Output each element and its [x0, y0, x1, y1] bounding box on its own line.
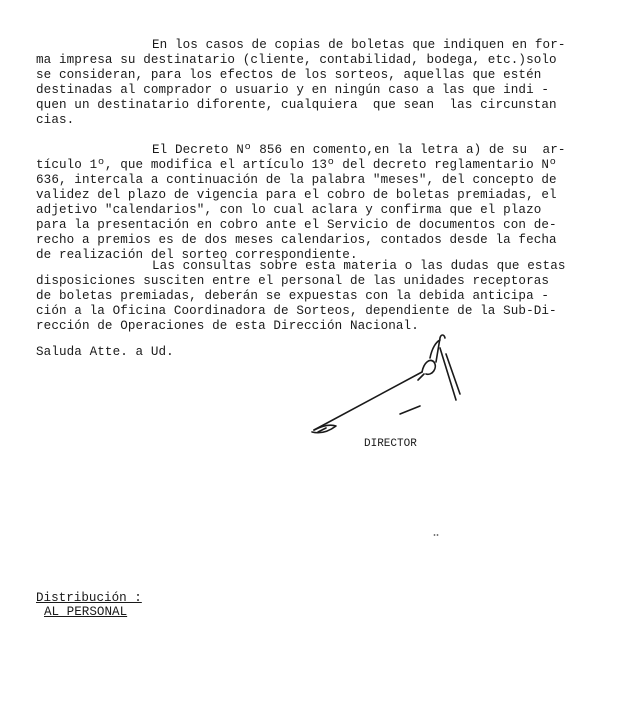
- paragraph-2-line-3: 636, intercala a continuación de la palabra "meses", del concepto de: [36, 173, 557, 187]
- paragraph-2-line-4: validez del plazo de vigencia para el cobro de boletas premiadas, el: [36, 188, 557, 202]
- paragraph-3-line-2: disposiciones susciten entre el personal de las unidades receptoras: [36, 274, 550, 288]
- paragraph-2-line-7: recho a premios es de dos meses calendarios, contados desde la fecha: [36, 233, 557, 247]
- paragraph-1-line-4: destinadas al comprador o usuario y en ningún caso a las que indi -: [36, 83, 550, 97]
- paragraph-2-line-1: El Decreto Nº 856 en comento,en la letra a) de su ar-: [152, 143, 566, 157]
- paragraph-2-line-6: para la presentación en cobro ante el Servicio de documentos con de-: [36, 218, 557, 232]
- paragraph-1-line-6: cias.: [36, 113, 75, 127]
- paragraph-2-line-8: de realización del sorteo correspondiente.: [36, 248, 358, 262]
- paragraph-3-line-4: ción a la Oficina Coordinadora de Sorteos, dependiente de la Sub-Di-: [36, 304, 557, 318]
- distribution-value: AL PERSONAL: [44, 605, 128, 619]
- signature-scribble: [300, 328, 480, 448]
- paragraph-1-line-2: ma impresa su destinatario (cliente, contabilidad, bodega, etc.)solo: [36, 53, 557, 67]
- signer-title: DIRECTOR: [364, 438, 417, 450]
- paragraph-3-line-5: rección de Operaciones de esta Dirección Nacional.: [36, 319, 419, 333]
- paragraph-1-line-1: En los casos de copias de boletas que indiquen en for-: [152, 38, 566, 52]
- paragraph-2-line-2: tículo 1º, que modifica el artículo 13º del decreto reglamentario Nº: [36, 158, 557, 172]
- paragraph-2-line-5: adjetivo "calendarios", con lo cual aclara y confirma que el plazo: [36, 203, 542, 217]
- paragraph-1-line-3: se consideran, para los efectos de los sorteos, aquellas que estén: [36, 68, 542, 82]
- ink-speck: [433, 533, 439, 537]
- paragraph-1-line-5: quen un destinatario diforente, cualquiera que sean las circunstan: [36, 98, 557, 112]
- paragraph-3-line-1: Las consultas sobre esta materia o las dudas que estas: [152, 259, 566, 273]
- closing-salutation: Saluda Atte. a Ud.: [36, 345, 174, 359]
- distribution-label: Distribución :: [36, 591, 142, 605]
- paragraph-3-line-3: de boletas premiadas, deberán se expuestas con la debida anticipa -: [36, 289, 550, 303]
